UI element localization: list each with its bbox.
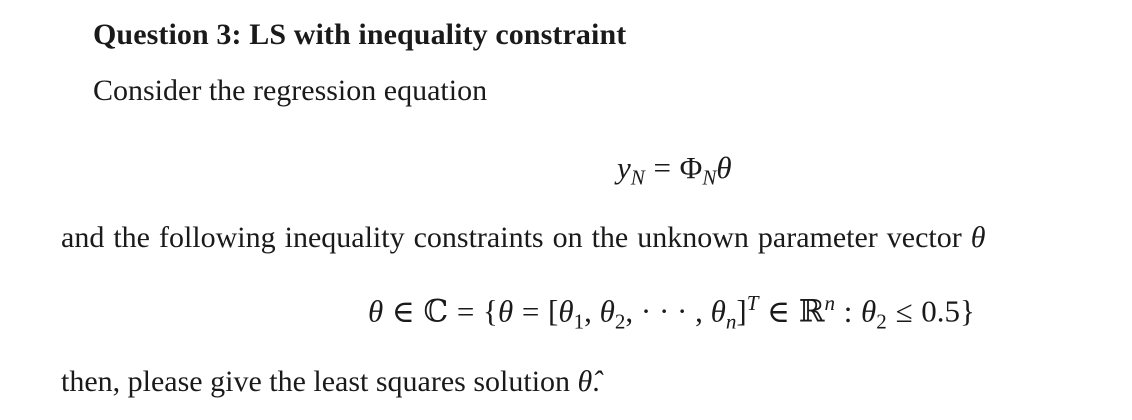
eq2-bound: 0.5 [921, 293, 960, 329]
eq2-colon: : [843, 293, 853, 329]
eq2-reals: ℝ [798, 293, 825, 330]
eq1-phi-sub: N [702, 165, 717, 190]
constraint-set-equation [368, 291, 975, 334]
constraint-paragraph-text: and the following inequality constraints on the unknown parameter vector [61, 221, 962, 254]
eq2-comma1: , [584, 293, 592, 329]
eq2-theta2: θ [497, 293, 514, 329]
eq1-equals: = [653, 150, 671, 185]
solution-prompt-text: then, please give the least squares solution [61, 365, 571, 398]
eq2-open-bracket: [ [548, 293, 559, 329]
eq2-reals-sup: n [824, 291, 836, 315]
theta-hat-symbol: θ̂ [577, 365, 593, 398]
eq2-t2: θ [599, 293, 615, 329]
eq1-phi: Φ [679, 150, 703, 185]
eq2-comma2: , [625, 293, 634, 329]
eq2-in2: ∈ [767, 293, 791, 329]
solution-prompt [61, 365, 600, 399]
eq1-lhs-sub: N [630, 165, 645, 190]
eq2-t1: θ [558, 293, 574, 329]
eq2-leq: ≤ [895, 293, 913, 329]
eq2-eq1: = [456, 293, 475, 329]
eq2-close-brace: } [959, 293, 975, 329]
eq2-comma3: , [695, 293, 703, 329]
eq2-set-c: ℂ [423, 293, 449, 330]
eq2-t1-sub: 1 [573, 309, 585, 334]
solution-prompt-period: . [592, 365, 600, 398]
eq2-in1: ∈ [391, 293, 415, 329]
eq2-dots: · · · [640, 293, 688, 329]
eq2-tn: θ [710, 293, 726, 329]
constraint-paragraph-theta: θ [970, 221, 986, 254]
eq1-theta: θ [716, 150, 732, 185]
eq2-tc-sub: 2 [876, 309, 887, 334]
eq2-theta: θ [368, 293, 384, 329]
constraint-paragraph [61, 221, 986, 255]
eq2-eq2: = [521, 293, 540, 329]
question-heading: Question 3: LS with inequality constraint [93, 18, 627, 51]
regression-equation [617, 150, 732, 191]
intro-text: Consider the regression equation [93, 74, 488, 107]
eq2-transpose: T [746, 291, 759, 315]
eq2-tc: θ [861, 293, 877, 329]
eq2-tn-sub: n [725, 309, 737, 334]
eq2-t2-sub: 2 [614, 309, 626, 334]
eq1-lhs-var: y [617, 150, 631, 185]
eq2-close-bracket: ] [736, 293, 747, 329]
eq2-open-brace: { [483, 293, 498, 329]
